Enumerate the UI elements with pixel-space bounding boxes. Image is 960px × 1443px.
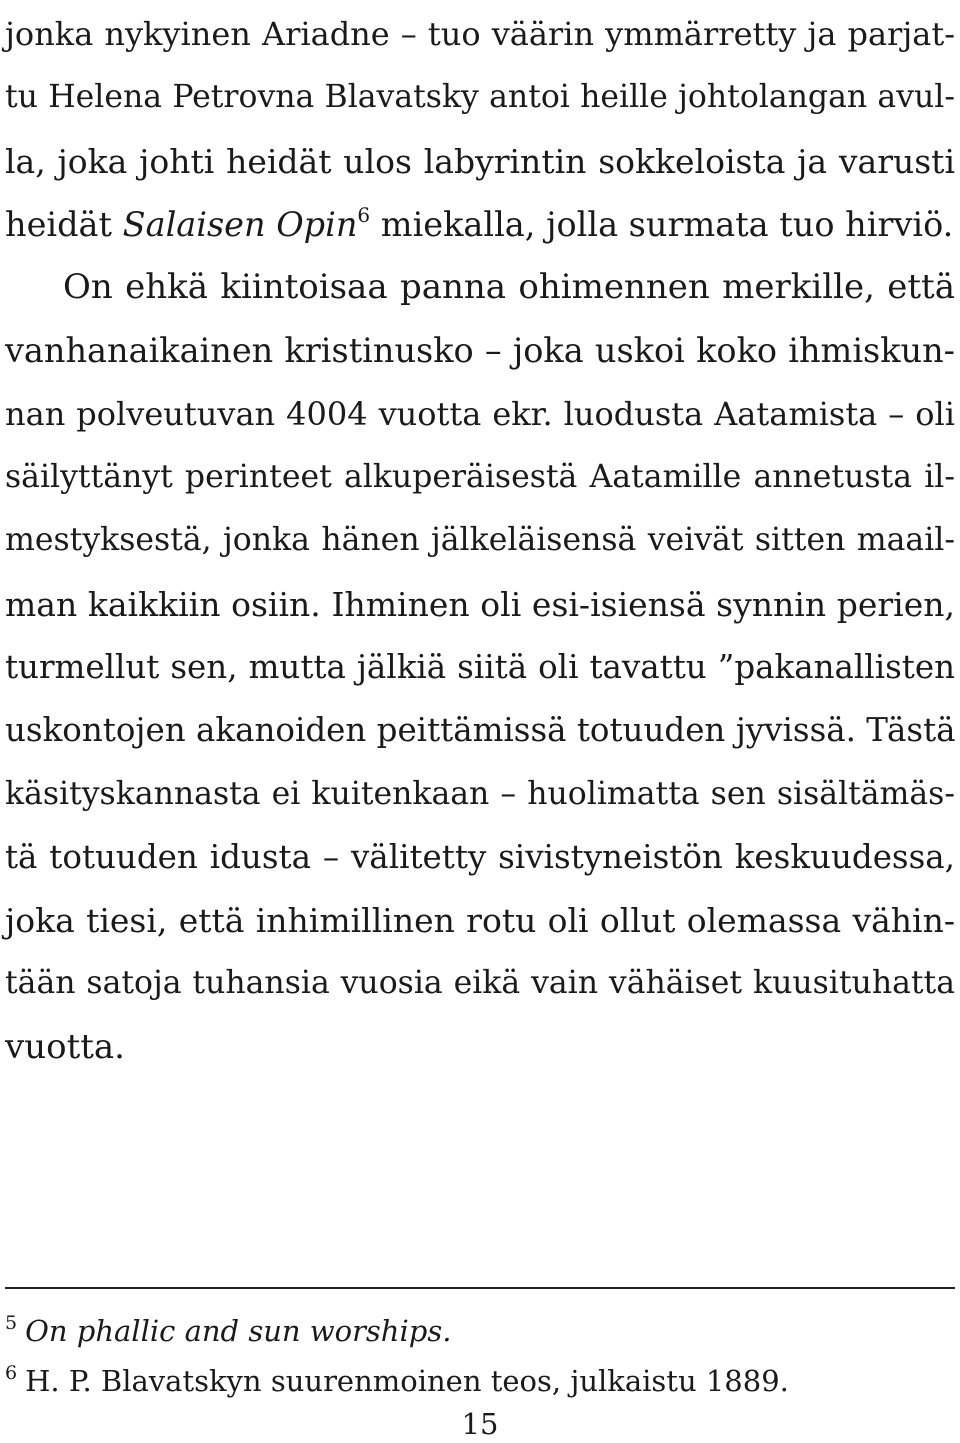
text-segment: On ehkä kiintoisaa panna ohimennen merkille, että [63,267,955,308]
text-segment: joka tiesi, että inhimillinen rotu oli ollut olemassa vähin- [5,901,955,941]
text-line [5,573,955,636]
text-line [5,383,955,446]
text-segment: la, joka johti heidät ulos labyrintin sokkeloista ja varusti [5,141,955,181]
text-line [5,826,955,889]
text-segment: man kaikkiin osiin. Ihminen oli esi-isiensä synnin perien, [5,584,955,624]
text-line [5,952,955,1015]
text-segment: tu Helena Petrovna Blavatsky antoi heille johtolangan avul- [5,79,955,116]
footnote-divider [5,1287,955,1289]
body-text [5,3,955,1079]
text-segment: heidät [5,204,123,244]
text-line [5,509,955,572]
text-segment: säilyttänyt perinteet alkuperäisestä Aatamille annetusta il- [5,459,955,496]
text-segment: vuotta. [5,1026,125,1067]
footnote-reference[interactable]: 6 [357,202,371,227]
text-line [5,319,955,382]
footnotes [5,1306,955,1406]
text-line [5,193,955,256]
book-title-italic: Salaisen Opin [122,204,358,244]
text-line [5,699,955,762]
footnote-text: H. P. Blavatskyn suurenmoinen teos, julkaistu 1889. [25,1364,789,1398]
text-segment: tään satoja tuhansia vuosia eikä vain vähäiset kuusituhatta [5,965,955,1002]
text-segment: jonka nykyinen Ariadne – tuo väärin ymmärretty ja parjat- [5,15,955,53]
text-line [5,66,955,129]
footnote-number: 5 [5,1312,18,1334]
text-segment: uskontojen akanoiden peittämissä totuuden jyvissä. Tästä [5,711,956,750]
text-segment: turmellut sen, mutta jälkiä siitä oli tavattu ”pakanallisten [5,647,955,686]
footnote-item [5,1306,955,1356]
text-segment: nan polveutuvan 4004 vuotta ekr. luodusta Aatamista – oli [5,394,955,433]
text-line [5,1016,955,1079]
footnote-number: 6 [5,1362,18,1384]
text-line [5,763,955,826]
text-segment: vanhanaikainen kristinusko – joka uskoi koko ihmiskun- [5,331,955,371]
text-line [5,3,955,66]
text-line [5,889,955,952]
text-line [5,130,955,193]
text-line [5,256,955,319]
text-segment: miekalla, jolla surmata tuo hirviö. [370,204,954,244]
footnote-text: On phallic and sun worships. [25,1314,452,1348]
text-line [5,636,955,699]
page-number: 15 [461,1407,499,1441]
text-segment: tä totuuden idusta – välitetty sivistyneistön keskuudessa, [5,837,955,876]
text-line [5,446,955,509]
footnote-item [5,1356,955,1406]
text-segment: mestyksestä, jonka hänen jälkeläisensä veivät sitten maail- [5,522,955,559]
text-segment: käsityskannasta ei kuitenkaan – huolimatta sen sisältämäs- [5,775,955,812]
